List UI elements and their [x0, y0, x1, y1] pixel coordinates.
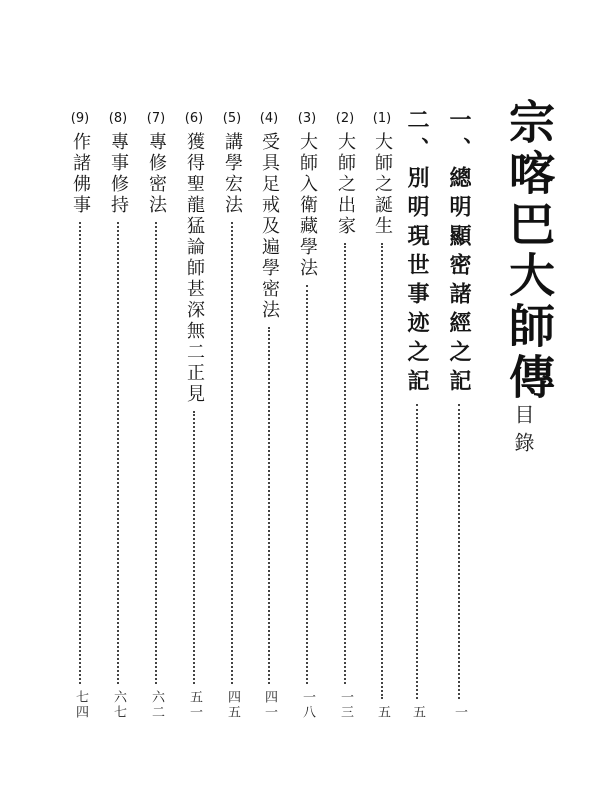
section-label: [296, 108, 318, 279]
page-number: 一: [452, 705, 467, 720]
toc-section-9[interactable]: [69, 108, 91, 720]
section-label: [221, 108, 243, 216]
page-number: 五: [410, 705, 425, 720]
section-title: 大師入衛藏學法: [297, 132, 318, 279]
section-label: [258, 108, 280, 321]
section-title: 獲得聖龍猛論師甚深無二正見: [184, 132, 205, 405]
page-number: 六七: [111, 690, 126, 720]
section-number: (6): [184, 111, 204, 126]
toc-section-8[interactable]: [107, 108, 129, 720]
section-number: (4): [259, 111, 279, 126]
dot-leader: [155, 222, 157, 684]
toc-section-4[interactable]: [258, 108, 280, 720]
dot-leader: [344, 243, 346, 684]
section-number: (7): [146, 111, 166, 126]
page-number: 七四: [73, 690, 88, 720]
page-number: 五一: [187, 690, 202, 720]
dot-leader: [306, 285, 308, 684]
section-label: [107, 108, 129, 216]
page-number: 四五: [225, 690, 240, 720]
chapter-title: 總明顯密諸經之記: [446, 166, 472, 398]
page-number: 六二: [149, 690, 164, 720]
chapter-label: [446, 108, 472, 398]
dot-leader: [416, 404, 418, 699]
chapter-number: 一、: [446, 108, 472, 166]
toc-section-2[interactable]: [334, 108, 356, 720]
toc-section-6[interactable]: [183, 108, 205, 720]
section-title: 受具足戒及遍學密法: [259, 132, 280, 321]
section-label: [69, 108, 91, 216]
section-number: (9): [70, 111, 90, 126]
section-number: (1): [372, 111, 392, 126]
toc-section-7[interactable]: [145, 108, 167, 720]
section-number: (2): [335, 111, 355, 126]
page-number: 一八: [300, 690, 315, 720]
section-label: [145, 108, 167, 216]
section-number: (5): [222, 111, 242, 126]
section-title: 講學宏法: [222, 132, 243, 216]
chapter-label: [404, 108, 430, 398]
page-number: 五: [375, 705, 390, 720]
section-label: [183, 108, 205, 405]
chapter-title: 別明現世事迹之記: [404, 166, 430, 398]
book-title: 宗喀巴大師傳: [502, 98, 556, 404]
toc-chapter-2[interactable]: [404, 108, 430, 720]
section-title: 大師之出家: [335, 132, 356, 237]
toc-heading: 目錄: [511, 404, 535, 460]
page-number: 四一: [262, 690, 277, 720]
dot-leader: [193, 411, 195, 684]
dot-leader: [117, 222, 119, 684]
dot-leader: [381, 243, 383, 699]
dot-leader: [79, 222, 81, 684]
section-number: (3): [297, 111, 317, 126]
section-title: 專事修持: [108, 132, 129, 216]
section-title: 作諸佛事: [70, 132, 91, 216]
toc-section-5[interactable]: [221, 108, 243, 720]
dot-leader: [458, 404, 460, 699]
section-label: [334, 108, 356, 237]
toc-section-3[interactable]: [296, 108, 318, 720]
dot-leader: [231, 222, 233, 684]
section-label: [371, 108, 393, 237]
section-title: 大師之誕生: [372, 132, 393, 237]
toc-section-1[interactable]: [371, 108, 393, 720]
section-number: (8): [108, 111, 128, 126]
page-number: 一三: [338, 690, 353, 720]
section-title: 專修密法: [146, 132, 167, 216]
chapter-number: 二、: [404, 108, 430, 166]
dot-leader: [268, 327, 270, 684]
toc-chapter-1[interactable]: [446, 108, 472, 720]
